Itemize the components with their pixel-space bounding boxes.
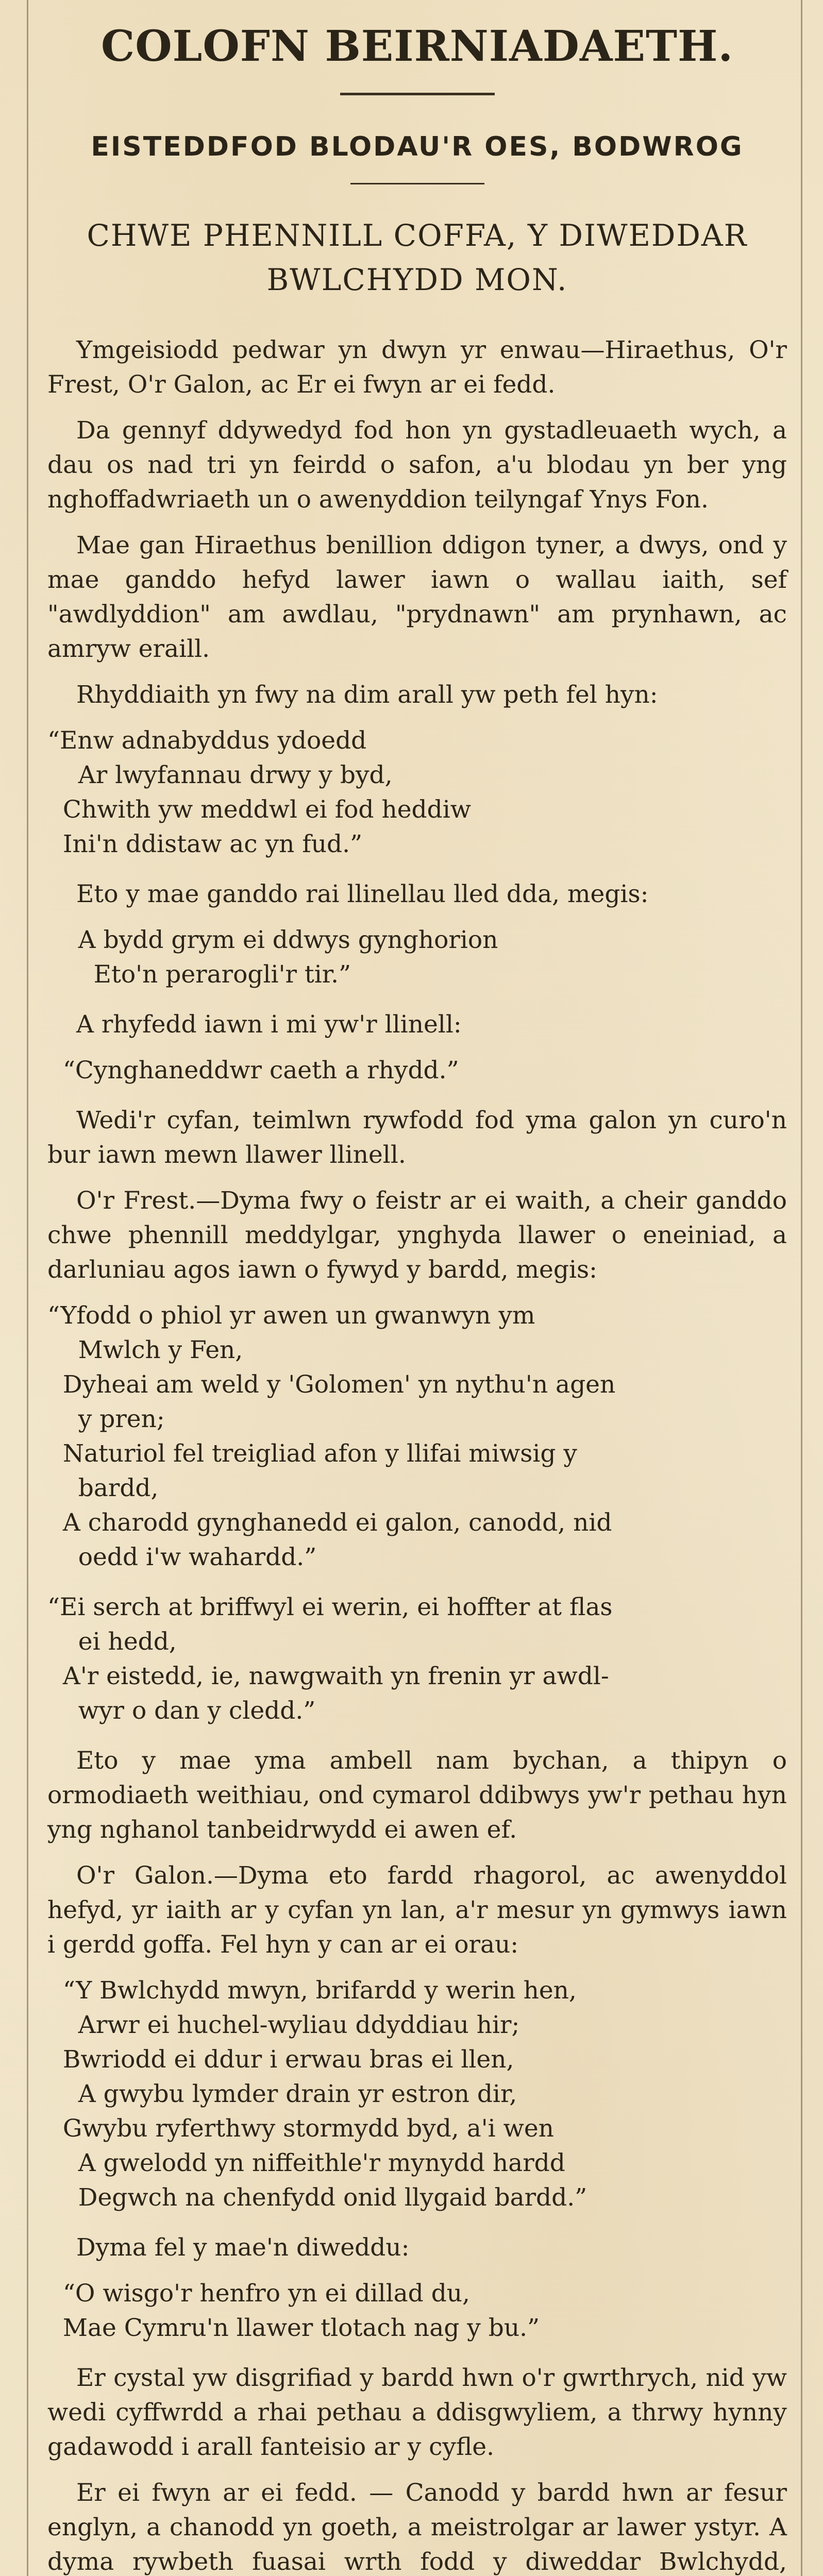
verse-line: bardd,	[47, 1474, 159, 1502]
verse-line: “Enw adnabyddus ydoedd	[47, 726, 367, 755]
column-rule-right	[801, 0, 802, 2576]
verse-line: wyr o dan y cledd.”	[47, 1697, 316, 1725]
paragraph: Ymgeisiodd pedwar yn dwyn yr enwau—Hiraethus, O'r Frest, O'r Galon, ac Er ei fwyn ar ei fedd.	[47, 336, 787, 399]
paragraph: Eto y mae yma ambell nam bychan, a thipyn o ormodiaeth weithiau, ond cymarol ddibwys yw'r pethau hyn yng nghanol tanbeidrwydd ei awen ef.	[47, 1747, 787, 1844]
verse-line: Ini'n ddistaw ac yn fud.”	[47, 830, 363, 858]
verse-quote	[47, 2276, 787, 2345]
verse-line: y pren;	[47, 1405, 165, 1433]
verse-quote	[47, 723, 787, 861]
verse-line: A charodd gynghanedd ei galon, canodd, nid	[47, 1509, 612, 1537]
separator-rule	[350, 183, 484, 184]
separator-rule	[340, 93, 495, 95]
paragraph: Eto y mae ganddo rai llinellau lled dda, megis:	[76, 880, 649, 908]
verse-line: Dyheai am weld y 'Golomen' yn nythu'n agen	[47, 1370, 616, 1399]
verse-line: A gwybu lymder drain yr estron dir,	[47, 2080, 517, 2108]
paragraph: Dyma fel y mae'n diweddu:	[76, 2233, 410, 2262]
verse-line: “O wisgo'r henfro yn ei dillad du,	[47, 2279, 470, 2308]
competition-line: BWLCHYDD MON.	[266, 262, 568, 297]
verse-quote	[47, 1590, 787, 1728]
competition-line: CHWE PHENNILL COFFA, Y DIWEDDAR	[87, 218, 748, 253]
verse-line: Ar lwyfannau drwy y byd,	[47, 761, 393, 789]
verse-line: “Ei serch at briffwyl ei werin, ei hoffter at flas	[47, 1593, 613, 1621]
verse-line: “Y Bwlchydd mwyn, brifardd y werin hen,	[47, 1976, 577, 2005]
verse-line: A bydd grym ei ddwys gynghorion	[47, 926, 498, 954]
paragraph: O'r Frest.—Dyma fwy o feistr ar ei waith, a cheir ganddo chwe phennill meddylgar, ynghyda llawer o eneiniad, a darluniau agos iawn o fywyd y bardd, megis:	[47, 1187, 787, 1284]
verse-line: Degwch na chenfydd onid llygaid bardd.”	[47, 2183, 587, 2212]
competition-title	[47, 213, 787, 302]
paragraph: Er cystal yw disgrifiad y bardd hwn o'r gwrthrych, nid yw wedi cyffwrdd a rhai pethau a ddisgwyliem, a thrwy hynny gadawodd i arall fanteisio ar y cyfle.	[47, 2364, 787, 2461]
verse-line: Arwr ei huchel-wyliau ddyddiau hir;	[47, 2011, 520, 2039]
article-column	[47, 0, 787, 2576]
verse-line: Mwlch y Fen,	[47, 1336, 243, 1364]
paragraph: O'r Galon.—Dyma eto fardd rhagorol, ac awenyddol hefyd, yr iaith ar y cyfan yn lan, a'r mesur yn gymwys iawn i gerdd goffa. Fel hyn y can ar ei orau:	[47, 1861, 787, 1959]
paragraph: Da gennyf ddywedyd fod hon yn gystadleuaeth wych, a dau os nad tri yn feirdd o safon, a'u blodau yn ber yng nghoffadwriaeth un o awenyddion teilyngaf Ynys Fon.	[47, 416, 787, 514]
article-body	[47, 333, 787, 2576]
verse-quote	[47, 1053, 787, 1088]
paragraph: Er ei fwyn ar ei fedd. — Canodd y bardd hwn ar fesur englyn, a chanodd yn goeth, a meistrolgar ar lawer ystyr. A dyma rywbeth fuasai wrth fodd y diweddar Bwlchydd,	[47, 2479, 787, 2576]
masthead-title: COLOFN BEIRNIADAETH.	[100, 22, 734, 71]
verse-line: Eto'n perarogli'r tir.”	[47, 960, 351, 989]
verse-line: ei hedd,	[47, 1628, 177, 1656]
verse-line: “Yfodd o phiol yr awen un gwanwyn ym	[47, 1301, 535, 1330]
verse-line: Naturiol fel treigliad afon y llifai miwsig y	[47, 1439, 577, 1468]
column-rule-left	[27, 0, 28, 2576]
verse-line: Gwybu ryferthwy stormydd byd, a'i wen	[47, 2114, 554, 2143]
verse-quote	[47, 1298, 787, 1574]
verse-line: Chwith yw meddwl ei fod heddiw	[47, 795, 471, 824]
verse-line: A gwelodd yn niffeithle'r mynydd hardd	[47, 2149, 565, 2177]
paragraph: Mae gan Hiraethus benillion ddigon tyner, a dwys, ond y mae ganddo hefyd lawer iawn o wallau iaith, sef "awdlyddion" am awdlau, "prydnawn" am prynhawn, ac amryw eraill.	[47, 531, 787, 663]
verse-line: oedd i'w wahardd.”	[47, 1543, 317, 1571]
paragraph: Rhyddiaith yn fwy na dim arall yw peth fel hyn:	[76, 681, 658, 709]
verse-quote	[47, 1973, 787, 2215]
verse-line: Mae Cymru'n llawer tlotach nag y bu.”	[47, 2314, 540, 2342]
event-title: EISTEDDFOD BLODAU'R OES, BODWROG	[91, 131, 744, 162]
paragraph: A rhyfedd iawn i mi yw'r llinell:	[76, 1010, 462, 1039]
verse-line: A'r eistedd, ie, nawgwaith yn frenin yr awdl-	[47, 1662, 609, 1690]
verse-quote	[47, 923, 787, 992]
paragraph: Wedi'r cyfan, teimlwn rywfodd fod yma galon yn curo'n bur iawn mewn llawer llinell.	[47, 1106, 787, 1169]
verse-line: Bwriodd ei ddur i erwau bras ei llen,	[47, 2045, 514, 2074]
verse-line: “Cynghaneddwr caeth a rhydd.”	[47, 1056, 459, 1084]
